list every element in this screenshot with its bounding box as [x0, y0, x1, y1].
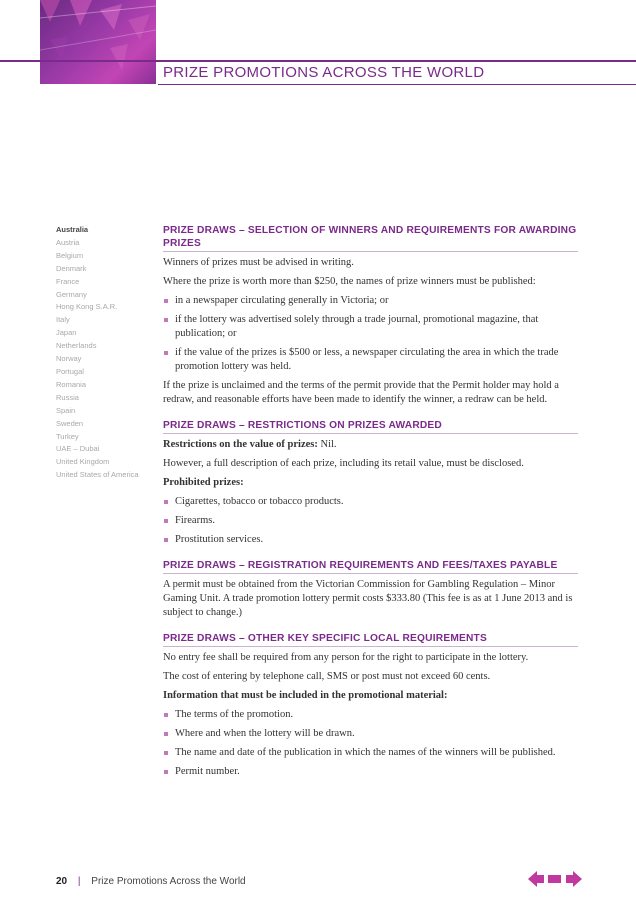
- sidebar-item-belgium[interactable]: Belgium: [56, 250, 84, 260]
- section-selection-of-winners: [163, 224, 578, 407]
- sidebar-item-spain[interactable]: Spain: [56, 405, 76, 415]
- publication-title: Prize Promotions Across the World: [91, 876, 246, 887]
- sidebar-item-uae-dubai[interactable]: UAE – Dubai: [56, 444, 100, 454]
- sidebar-item-italy[interactable]: Italy: [56, 315, 70, 325]
- sidebar-item-russia[interactable]: Russia: [56, 392, 79, 402]
- list-item: Permit number.: [163, 765, 578, 779]
- list-item: The name and date of the publication in which the names of the winners will be published.: [163, 746, 578, 760]
- sidebar-item-norway[interactable]: Norway: [56, 354, 82, 364]
- list-item: Where and when the lottery will be drawn.: [163, 727, 578, 741]
- section-registration: [163, 559, 578, 620]
- paragraph: Where the prize is worth more than $250, the names of prize winners must be published:: [163, 276, 536, 287]
- country-nav: [56, 224, 156, 482]
- list-item: in a newspaper circulating generally in Victoria; or: [163, 294, 578, 308]
- list-item: Cigarettes, tobacco or tobacco products.: [163, 495, 578, 509]
- section-heading: PRIZE DRAWS – REGISTRATION REQUIREMENTS AND FEES/TAXES PAYABLE: [163, 559, 578, 574]
- paragraph: No entry fee shall be required from any person for the right to participate in the lottery.: [163, 652, 529, 663]
- sidebar-item-romania[interactable]: Romania: [56, 379, 87, 389]
- list-item: if the value of the prizes is $500 or less, a newspaper circulating the area in which the trade promotion lottery was held.: [163, 346, 578, 374]
- sidebar-item-australia[interactable]: Australia: [56, 225, 89, 234]
- restrictions-label: Restrictions on the value of prizes:: [163, 439, 318, 450]
- next-page-icon[interactable]: [566, 871, 582, 887]
- sidebar-item-austria[interactable]: Austria: [56, 237, 80, 247]
- section-heading: PRIZE DRAWS – OTHER KEY SPECIFIC LOCAL REQUIREMENTS: [163, 632, 578, 647]
- page-number: 20: [56, 876, 68, 887]
- prohibited-label: Prohibited prizes:: [163, 477, 244, 488]
- prev-page-icon[interactable]: [528, 871, 544, 887]
- sidebar-item-japan[interactable]: Japan: [56, 328, 77, 338]
- header-rule: [0, 60, 636, 62]
- sidebar-item-united-states[interactable]: United States of America: [56, 470, 139, 480]
- paragraph: A permit must be obtained from the Victorian Commission for Gambling Regulation – Minor Gaming Unit. A trade promotion lottery permit costs $333.80 (This fee is as at 1 June 2013 and is subject to change.): [163, 579, 573, 618]
- page-footer: [56, 876, 246, 887]
- sidebar-item-france[interactable]: France: [56, 276, 80, 286]
- bullet-list: [163, 495, 578, 547]
- bullet-list: [163, 708, 578, 779]
- section-heading: PRIZE DRAWS – RESTRICTIONS ON PRIZES AWARDED: [163, 419, 578, 434]
- section-other-requirements: [163, 632, 578, 779]
- info-label: Information that must be included in the promotional material:: [163, 690, 448, 701]
- list-item: Firearms.: [163, 514, 578, 528]
- footer-separator: |: [77, 876, 81, 887]
- sidebar-item-sweden[interactable]: Sweden: [56, 418, 84, 428]
- list-item: Prostitution services.: [163, 533, 578, 547]
- list-item: The terms of the promotion.: [163, 708, 578, 722]
- sidebar-item-united-kingdom[interactable]: United Kingdom: [56, 457, 110, 467]
- title-rule: [158, 84, 636, 85]
- sidebar-item-hong-kong[interactable]: Hong Kong S.A.R.: [56, 302, 118, 312]
- list-item: if the lottery was advertised solely through a trade journal, promotional magazine, that publication; or: [163, 313, 578, 341]
- sidebar-item-germany[interactable]: Germany: [56, 289, 87, 299]
- page-title: PRIZE PROMOTIONS ACROSS THE WORLD: [163, 64, 485, 81]
- section-restrictions: [163, 419, 578, 547]
- sidebar-item-turkey[interactable]: Turkey: [56, 431, 79, 441]
- header-image: [40, 0, 156, 84]
- main-content: [163, 224, 578, 784]
- restrictions-value: Nil.: [317, 439, 337, 450]
- paragraph: Winners of prizes must be advised in writing.: [163, 257, 354, 268]
- bullet-list: [163, 294, 578, 374]
- paragraph: [163, 438, 578, 452]
- sidebar-item-portugal[interactable]: Portugal: [56, 366, 84, 376]
- paragraph: However, a full description of each prize, including its retail value, must be disclosed.: [163, 458, 524, 469]
- paragraph: If the prize is unclaimed and the terms of the permit provide that the Permit holder may hold a redraw, and reasonable efforts have been made to identify the winner, a redraw can be held.: [163, 380, 559, 405]
- page-navigation: [528, 870, 582, 888]
- home-page-icon[interactable]: [548, 875, 561, 883]
- sidebar-item-denmark[interactable]: Denmark: [56, 263, 87, 273]
- sidebar-item-netherlands[interactable]: Netherlands: [56, 341, 97, 351]
- paragraph: The cost of entering by telephone call, SMS or post must not exceed 60 cents.: [163, 671, 491, 682]
- section-heading: PRIZE DRAWS – SELECTION OF WINNERS AND REQUIREMENTS FOR AWARDING PRIZES: [163, 224, 578, 252]
